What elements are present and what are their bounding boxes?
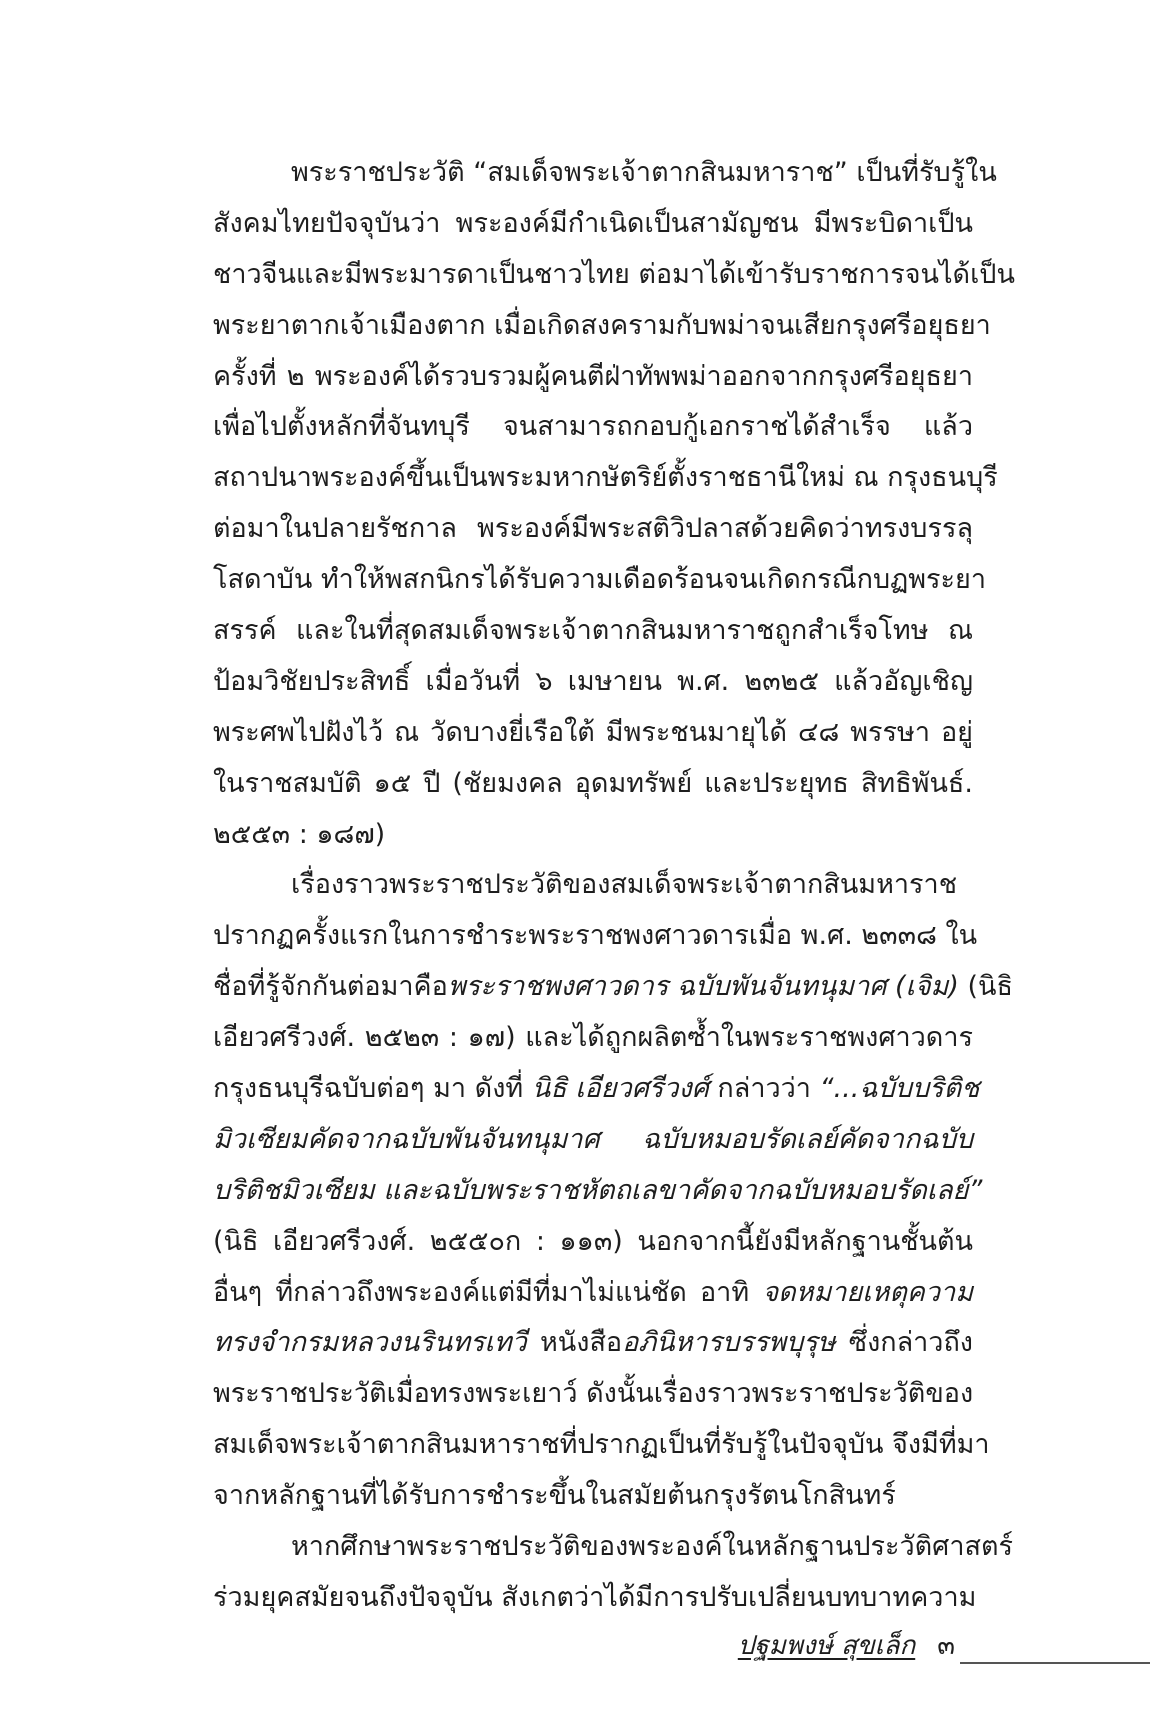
text-line: พระยาตากเจ้าเมืองตาก เมื่อเกิดสงครามกับพม่าจนเสียกรุงศรีอยุธยา bbox=[213, 309, 991, 341]
text-line: จากหลักฐานที่ได้รับการชำระขึ้นในสมัยต้นกรุงรัตนโกสินทร์ bbox=[213, 1480, 896, 1512]
text-line: สังคมไทยปัจจุบันว่า พระองค์มีกำเนิดเป็นสามัญชน มีพระบิดาเป็น bbox=[213, 207, 973, 239]
body-text bbox=[213, 148, 1015, 1624]
text-line: ร่วมยุคสมัยจนถึงปัจจุบัน สังเกตว่าได้มีการปรับเปลี่ยนบทบาทความ bbox=[213, 1581, 977, 1613]
text-line: พระราชประวัติ “สมเด็จพระเจ้าตากสินมหาราช” เป็นที่รับรู้ใน bbox=[291, 157, 997, 188]
text-line bbox=[213, 1064, 980, 1115]
text-line: สถาปนาพระองค์ขึ้นเป็นพระมหากษัตริย์ตั้งราชธานีใหม่ ณ กรุงธนบุรี bbox=[213, 462, 998, 494]
italic-text: จดหมายเหตุความ bbox=[762, 1276, 973, 1308]
text-line: เพื่อไปตั้งหลักที่จันทบุรี จนสามารถกอบกู้เอกราชได้สำเร็จ แล้ว bbox=[213, 411, 973, 443]
italic-text: อภินิหารบรรพบุรุษ bbox=[622, 1327, 836, 1359]
text-line: ในราชสมบัติ ๑๕ ปี (ชัยมงคล อุดมทรัพย์ และประยุทธ สิทธิพันธ์. bbox=[213, 767, 973, 799]
page-number: ๓ bbox=[937, 1631, 955, 1661]
italic-text: “...ฉบับบริติช bbox=[819, 1073, 980, 1105]
text-line: เอียวศรีวงศ์. ๒๕๒๓ : ๑๗) และได้ถูกผลิตซ้ำในพระราชพงศาวดาร bbox=[213, 1022, 973, 1054]
text-line: สรรค์ และในที่สุดสมเด็จพระเจ้าตากสินมหาราชถูกสำเร็จโทษ ณ bbox=[213, 615, 973, 647]
text-line: ชาวจีนและมีพระมารดาเป็นชาวไทย ต่อมาได้เข้ารับราชการจนได้เป็น bbox=[213, 258, 1015, 290]
footer-text bbox=[738, 1626, 955, 1666]
text-line bbox=[213, 1318, 973, 1369]
text-line: ๒๕๕๓ : ๑๘๗) bbox=[213, 818, 386, 850]
text-line: ต่อมาในปลายรัชกาล พระองค์มีพระสติวิปลาสด้วยคิดว่าทรงบรรลุ bbox=[213, 513, 973, 545]
text-line bbox=[213, 1268, 973, 1319]
italic-text: ทรงจำกรมหลวงนรินทรเทวี bbox=[213, 1327, 527, 1359]
text-line: พระราชประวัติเมื่อทรงพระเยาว์ ดังนั้นเรื่องราวพระราชประวัติของ bbox=[213, 1378, 974, 1410]
text-span: กล่าวว่า bbox=[708, 1073, 820, 1105]
text-line bbox=[213, 1115, 973, 1166]
text-line bbox=[213, 1166, 983, 1217]
text-span: ซึ่งกล่าวถึง bbox=[835, 1327, 973, 1359]
text-span: กรุงธนบุรีฉบับต่อๆ มา ดังที่ bbox=[213, 1073, 532, 1105]
text-span: ชื่อที่รู้จักกันต่อมาคือ bbox=[213, 971, 448, 1003]
text-span: (นิธิ bbox=[958, 971, 1013, 1003]
footer-author: ปฐมพงษ์ สุขเล็ก bbox=[737, 1631, 916, 1661]
text-span: หนังสือ bbox=[526, 1327, 623, 1359]
text-line: ป้อมวิชัยประสิทธิ์ เมื่อวันที่ ๖ เมษายน พ.ศ. ๒๓๒๕ แล้วอัญเชิญ bbox=[213, 665, 973, 697]
text-line: (นิธิ เอียวศรีวงศ์. ๒๕๕๐ก : ๑๑๓) นอกจากนี้ยังมีหลักฐานชั้นต้น bbox=[213, 1225, 973, 1257]
page-footer bbox=[0, 1626, 1150, 1666]
text-span: อื่นๆ ที่กล่าวถึงพระองค์แต่มีที่มาไม่แน่ชัด อาทิ bbox=[213, 1276, 763, 1308]
italic-text: บริติชมิวเซียม และฉบับพระราชหัตถเลขาคัดจากฉบับหมอบรัดเลย์” bbox=[213, 1174, 983, 1206]
paragraph bbox=[213, 860, 1013, 1522]
paragraph bbox=[213, 1522, 1013, 1624]
italic-text: มิวเซียมคัดจากฉบับพันจันทนุมาศ ฉบับหมอบรัดเลย์คัดจากฉบับ bbox=[213, 1123, 973, 1155]
footer-rule bbox=[960, 1662, 1150, 1664]
text-line: ครั้งที่ ๒ พระองค์ได้รวบรวมผู้คนตีฝ่าทัพพม่าออกจากกรุงศรีอยุธยา bbox=[213, 360, 973, 392]
paragraph bbox=[213, 148, 1015, 860]
text-line: สมเด็จพระเจ้าตากสินมหาราชที่ปรากฏเป็นที่รับรู้ในปัจจุบัน จึงมีที่มา bbox=[213, 1429, 990, 1461]
text-line: โสดาบัน ทำให้พสกนิกรได้รับความเดือดร้อนจนเกิดกรณีกบฏพระยา bbox=[213, 564, 987, 596]
text-line: ปรากฏครั้งแรกในการชำระพระราชพงศาวดารเมื่อ พ.ศ. ๒๓๓๘ ใน bbox=[213, 920, 978, 952]
italic-text: นิธิ เอียวศรีวงศ์ bbox=[531, 1073, 709, 1105]
text-line: หากศึกษาพระราชประวัติของพระองค์ในหลักฐานประวัติศาสตร์ bbox=[291, 1531, 1013, 1563]
text-line: เรื่องราวพระราชประวัติของสมเด็จพระเจ้าตากสินมหาราช bbox=[291, 869, 958, 901]
text-line bbox=[213, 962, 1013, 1013]
text-line: พระศพไปฝังไว้ ณ วัดบางยี่เรือใต้ มีพระชนมายุได้ ๔๘ พรรษา อยู่ bbox=[213, 716, 973, 748]
italic-text: พระราชพงศาวดาร ฉบับพันจันทนุมาศ (เจิม) bbox=[447, 971, 959, 1003]
